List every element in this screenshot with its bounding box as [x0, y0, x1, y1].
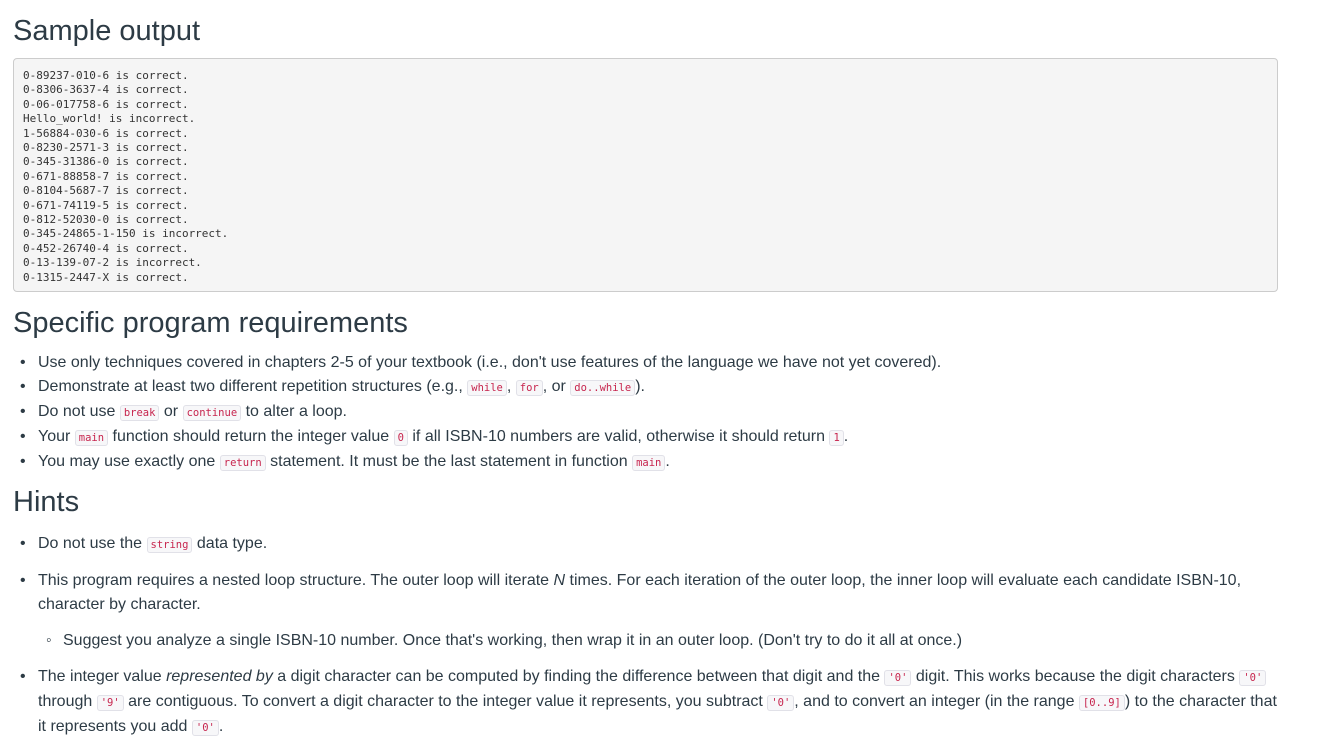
requirement-text: , or [542, 378, 571, 395]
inline-code: string [147, 537, 193, 553]
sample-output-line: 0-345-24865-1-150 is incorrect. [23, 227, 229, 241]
requirement-item [13, 351, 1308, 375]
requirement-item [13, 400, 1308, 425]
hint-text: Do not use the [38, 535, 147, 552]
sample-output-line: 1-56884-030-6 is correct. [23, 126, 189, 140]
sample-output-line: 0-13-139-07-2 is incorrect. [23, 256, 202, 270]
inline-code: main [75, 430, 108, 446]
sample-output-heading: Sample output [13, 15, 201, 47]
sample-output-line: 0-8230-2571-3 is correct. [23, 141, 189, 155]
sample-output-line: 0-06-017758-6 is correct. [23, 97, 189, 111]
circle-bullet-icon: ◦ [46, 632, 52, 649]
requirement-text: You may use exactly one [38, 453, 220, 470]
requirement-text: , [506, 378, 516, 395]
requirement-text: Do not use [38, 403, 120, 420]
requirement-item [13, 375, 1308, 400]
bullet-dot-icon: • [20, 453, 26, 470]
sample-output-line: 0-671-74119-5 is correct. [23, 198, 189, 212]
sample-output-line: Hello_world! is incorrect. [23, 112, 196, 126]
hint-text: times. For each iteration of the outer loop, the inner loop will evaluate each candidate ISBN-10, character by character. [38, 572, 1242, 613]
hint-text: ) to the character that it represents you add [38, 693, 1277, 735]
requirement-text: Use only techniques covered in chapters 2-5 of your textbook (i.e., don't use features of the language we have not yet covered). [38, 354, 942, 371]
inline-code: break [120, 405, 160, 421]
inline-code: continue [183, 405, 242, 421]
inline-code: '0' [767, 695, 794, 711]
inline-code: '0' [192, 720, 219, 736]
inline-code: do..while [570, 380, 635, 396]
inline-code: for [516, 380, 543, 396]
sample-output-line: 0-1315-2447-X is correct. [23, 270, 189, 284]
requirements-heading: Specific program requirements [13, 307, 408, 339]
hint-text: are contiguous. To convert a digit character to the integer value it represents, you subtract [123, 693, 768, 710]
hint-sublist [38, 629, 1278, 653]
hint-subtext: Suggest you analyze a single ISBN-10 number. Once that's working, then wrap it in an outer loop. (Don't try to do it all at once.) [63, 632, 963, 649]
sample-output-line: 0-812-52030-0 is correct. [23, 213, 189, 227]
bullet-dot-icon: • [20, 572, 26, 589]
sample-output-line: 0-89237-010-6 is correct. [23, 69, 189, 82]
requirement-text: Your [38, 428, 75, 445]
sample-output-block [13, 58, 1278, 292]
inline-code: return [220, 455, 266, 471]
sample-output-line: 0-8104-5687-7 is correct. [23, 184, 189, 198]
requirement-text: if all ISBN-10 numbers are valid, otherwise it should return [407, 428, 830, 445]
hint-item [13, 665, 1278, 740]
bullet-dot-icon: • [20, 403, 26, 420]
bullet-dot-icon: • [20, 354, 26, 371]
hint-text: digit. This works because the digit characters [911, 668, 1240, 685]
inline-code: while [467, 380, 507, 396]
requirements-list [13, 351, 1308, 475]
bullet-dot-icon: • [20, 668, 26, 685]
requirement-text: statement. It must be the last statement in function [265, 453, 633, 470]
inline-code: '9' [97, 695, 124, 711]
requirement-text: Demonstrate at least two different repetition structures (e.g., [38, 378, 468, 395]
hint-item [13, 532, 1278, 557]
bullet-dot-icon: • [20, 428, 26, 445]
requirement-item [13, 450, 1308, 475]
hint-text: a digit character can be computed by finding the difference between that digit and the [272, 668, 885, 685]
sample-output-line: 0-671-88858-7 is correct. [23, 169, 189, 183]
hint-text: through [38, 693, 97, 710]
bullet-dot-icon: • [20, 535, 26, 552]
requirement-text: ). [635, 378, 645, 395]
hints-list [13, 532, 1308, 740]
hint-text: data type. [192, 535, 268, 552]
inline-code: 0 [394, 430, 408, 446]
requirement-text: to alter a loop. [241, 403, 347, 420]
hint-text: , and to convert an integer (in the range [794, 693, 1079, 710]
inline-code: '0' [884, 670, 911, 686]
hint-text: This program requires a nested loop structure. The outer loop will iterate [38, 572, 554, 589]
requirement-item [13, 425, 1308, 450]
hints-heading: Hints [13, 486, 80, 518]
sample-output-line: 0-345-31386-0 is correct. [23, 155, 189, 169]
sample-output-line: 0-452-26740-4 is correct. [23, 241, 189, 255]
hint-emphasis: N [553, 572, 566, 589]
hint-text: The integer value [38, 668, 167, 685]
hint-emphasis: represented by [166, 668, 273, 685]
inline-code: '0' [1239, 670, 1266, 686]
hint-text: . [218, 718, 224, 735]
hint-item [13, 569, 1278, 653]
requirement-text: . [665, 453, 670, 470]
sample-output-line: 0-8306-3637-4 is correct. [23, 83, 189, 97]
inline-code: main [632, 455, 665, 471]
bullet-dot-icon: • [20, 378, 26, 395]
inline-code: [0..9] [1079, 695, 1125, 711]
inline-code: 1 [829, 430, 843, 446]
hint-subitem [38, 629, 1278, 653]
requirement-text: . [843, 428, 849, 445]
requirement-text: or [159, 403, 183, 420]
requirement-text: function should return the integer value [108, 428, 394, 445]
